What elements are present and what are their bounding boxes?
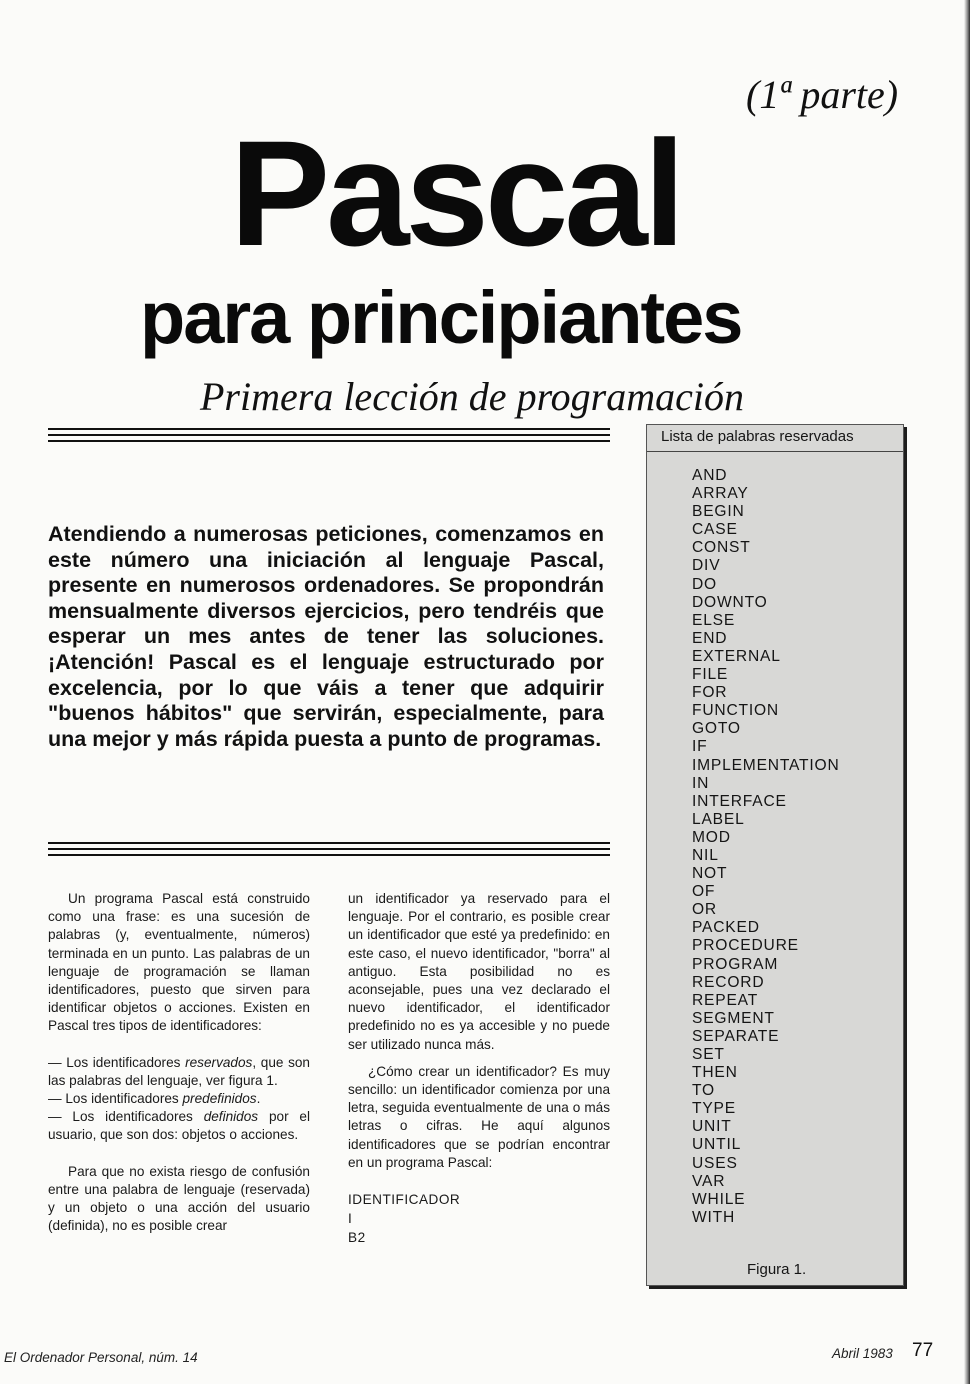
page-number: 77 <box>912 1340 934 1361</box>
reserved-words-title: Lista de palabras reservadas <box>661 428 854 445</box>
figure-caption: Figura 1. <box>747 1261 807 1278</box>
reserved-word-item: UNTIL <box>692 1136 742 1154</box>
reserved-word-item: USES <box>692 1154 738 1172</box>
reserved-word-item: IMPLEMENTATION <box>692 756 840 774</box>
bottom-divider-rule <box>48 842 610 856</box>
reserved-word-item: SEGMENT <box>692 1009 775 1027</box>
reserved-word-item: CONST <box>692 539 751 557</box>
reserved-word-item: EXTERNAL <box>692 647 781 665</box>
reserved-word-item: WHILE <box>692 1190 746 1208</box>
list-item-reserved: — Los identificadores reservados, que son las palabras del lenguaje, ver figura 1. <box>48 1054 310 1088</box>
reserved-word-item: ELSE <box>692 611 736 629</box>
reserved-word-item: RECORD <box>692 973 765 991</box>
reserved-word-item: GOTO <box>692 720 741 738</box>
reserved-word-item: OF <box>692 883 716 901</box>
reserved-word-item: END <box>692 629 728 647</box>
reserved-word-item: DIV <box>692 557 721 575</box>
reserved-word-item: PACKED <box>692 919 760 937</box>
reserved-word-item: DOWNTO <box>692 593 768 611</box>
reserved-word-item: SEPARATE <box>692 1027 780 1045</box>
reserved-word-item: ARRAY <box>692 485 749 503</box>
reserved-word-item: NIL <box>692 846 719 864</box>
reserved-word-item: BEGIN <box>692 503 745 521</box>
reserved-word-item: PROCEDURE <box>692 937 799 955</box>
series-part-label: (1ª parte) <box>746 72 899 117</box>
identifier-example: B2 <box>348 1230 366 1246</box>
figure-title-divider <box>647 451 903 452</box>
article-tagline: Primera lección de programación <box>200 374 744 419</box>
list-item-defined: — Los identificadores definidos por el usuario, que son dos: objetos o acciones. <box>48 1109 311 1143</box>
issue-date: Abril 1983 <box>832 1346 893 1361</box>
body-column-2 <box>348 890 610 1247</box>
reserved-word-item: AND <box>692 467 728 484</box>
article-subtitle: para principiantes <box>140 276 742 359</box>
reserved-word-item: INTERFACE <box>692 792 787 810</box>
reserved-word-item: TYPE <box>692 1100 736 1118</box>
reserved-word-item: IN <box>692 774 710 792</box>
reserved-word-item: DO <box>692 575 717 593</box>
column1-intro: Un programa Pascal está construido como una frase: es una sucesión de palabras (y, eventualmente, números) terminada en un punto. Las palabras de un lenguaje de programación se llaman identificadores, puesto que sirven para identificar objetos o acciones. Existen en Pascal tres tipos de identificadores: <box>48 891 310 1034</box>
article-title: Pascal <box>230 109 682 277</box>
top-divider-rule <box>48 428 610 442</box>
column2-para2: ¿Cómo crear un identificador? Es muy sencillo: un identificador comienza por una letra, seguida eventualmente de una o más letras o cifras. He aquí algunos identificadores que se podrían encontrar en un programa Pascal: <box>348 1063 610 1170</box>
reserved-word-item: REPEAT <box>692 991 759 1009</box>
reserved-word-item: FOR <box>692 684 728 702</box>
reserved-word-item: THEN <box>692 1064 738 1082</box>
reserved-word-item: PROGRAM <box>692 955 779 973</box>
lead-paragraph: Atendiendo a numerosas peticiones, comenzamos en este número una iniciación al lenguaje Pascal, presente en numerosos ordenadores. Se propondrán mensualmente diversos ejercicios, pero tendréis que esperar un mes antes de tener las soluciones. ¡Atención! Pascal es el lenguaje estructurado por excelencia, por lo que váis a tener que adquirir "buenos hábitos" que servirán, especialmente, para una mejor y más rápida puesta a punto de programas. <box>48 522 604 751</box>
reserved-word-item: IF <box>692 738 708 756</box>
reserved-words-list <box>692 467 840 1227</box>
publication-footer: El Ordenador Personal, núm. 14 <box>4 1350 198 1365</box>
reserved-word-item: VAR <box>692 1172 726 1190</box>
reserved-word-item: SET <box>692 1046 725 1063</box>
column1-para2: Para que no exista riesgo de confusión entre una palabra de lenguaje (reservada) y un objeto o una acción del usuario (definida), no es posible crear <box>48 1163 310 1234</box>
reserved-word-item: TO <box>692 1082 715 1100</box>
page-edge-shadow <box>964 0 970 1384</box>
reserved-word-item: FUNCTION <box>692 702 779 720</box>
reserved-word-item: UNIT <box>692 1118 732 1136</box>
reserved-word-item: FILE <box>692 666 729 684</box>
reserved-word-item: CASE <box>692 521 738 539</box>
reserved-word-item: WITH <box>692 1208 736 1226</box>
reserved-word-item: NOT <box>692 865 728 883</box>
reserved-words-figure <box>646 424 904 1286</box>
reserved-word-item: LABEL <box>692 810 745 828</box>
identifier-example: I <box>348 1211 353 1227</box>
reserved-word-item: MOD <box>692 828 731 846</box>
reserved-word-item: OR <box>692 901 717 919</box>
list-item-predefined: — Los identificadores predefinidos. <box>48 1091 261 1107</box>
identifier-example: IDENTIFICADOR <box>348 1192 461 1208</box>
column2-para1: un identificador ya reservado para el lenguaje. Por el contrario, es posible crear un identificador que esté ya predefinido: en este caso, el nuevo identificador, "borra" al antiguo. Esta posibilidad no es aconsejable, pues una vez declarado el nuevo identificador, el identificador predefinido no es ya accesible y no puede ser utilizado nunca más. <box>348 891 610 1052</box>
body-column-1 <box>48 890 310 1235</box>
